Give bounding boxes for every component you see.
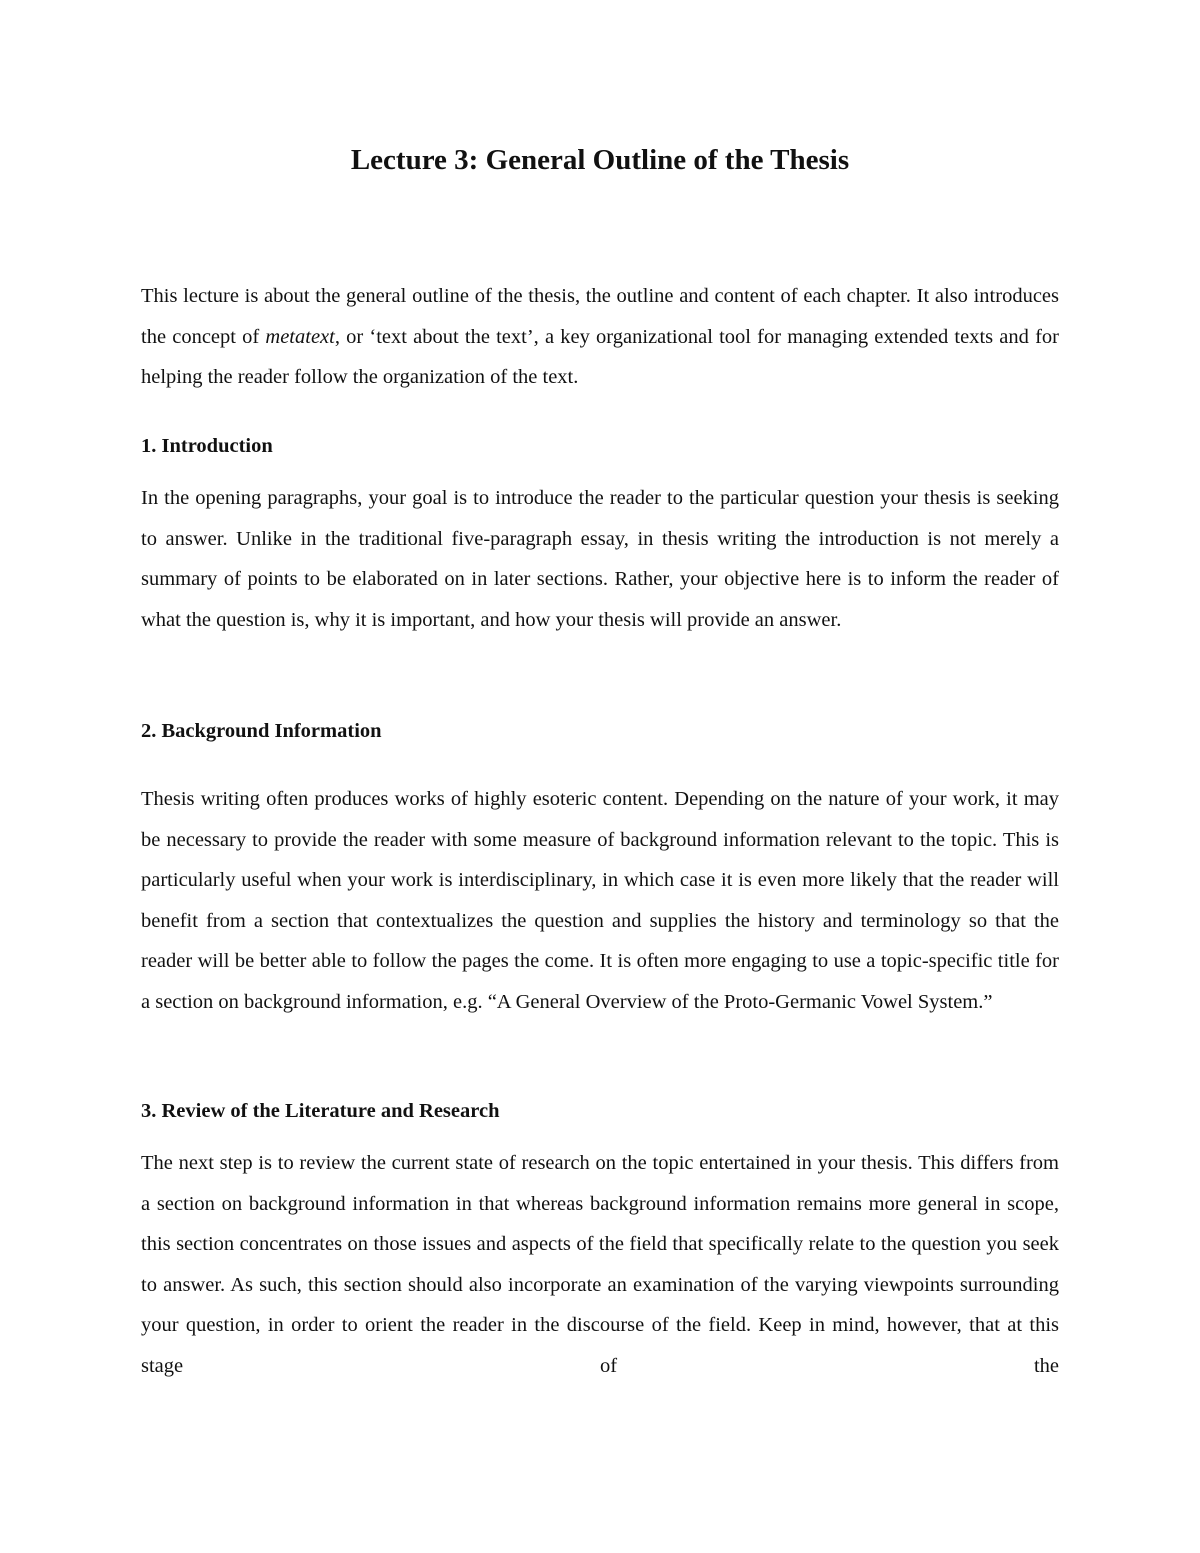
intro-text-after: , or ‘text about the text’, a key organizational tool for managing extended texts and for helping the reader follow the organization of the text. (141, 325, 1059, 388)
intro-paragraph (141, 276, 1059, 398)
section-body-background: Thesis writing often produces works of highly esoteric content. Depending on the nature of your work, it may be necessary to provide the reader with some measure of background information relevant to the topic. This is particularly useful when your work is interdisciplinary, in which case it is even more likely that the reader will benefit from a section that contextualizes the question and supplies the history and terminology so that the reader will be better able to follow the pages the come. It is often more engaging to use a topic-specific title for a section on background information, e.g. “A General Overview of the Proto-Germanic Vowel System.” (141, 788, 1059, 1013)
section-heading-introduction: 1. Introduction (141, 435, 273, 457)
section-heading-background: 2. Background Information (141, 720, 382, 742)
intro-text-before: This lecture is about the general outline of the thesis, the outline and content of each chapter. It also introduces the concept of (141, 285, 1059, 348)
document-title: Lecture 3: General Outline of the Thesis (350, 144, 850, 176)
section-body-introduction: In the opening paragraphs, your goal is to introduce the reader to the particular question your thesis is seeking to answer. Unlike in the traditional five-paragraph essay, in thesis writing the introduction is not merely a summary of points to be elaborated on in later sections. Rather, your objective here is to inform the reader of what the question is, why it is important, and how your thesis will provide an answer. (141, 487, 1059, 631)
section-heading-literature-review: 3. Review of the Literature and Research (141, 1100, 500, 1122)
section-body-literature-review: The next step is to review the current state of research on the topic entertained in your thesis. This differs from a section on background information in that whereas background information remains more general in scope, this section concentrates on those issues and aspects of the field that specifically relate to the question you seek to answer. As such, this section should also incorporate an examination of the varying viewpoints surrounding your question, in order to orient the reader in the discourse of the field. Keep in mind, however, that at this stage of the (141, 1152, 1059, 1377)
intro-emphasis: metatext (265, 325, 335, 348)
